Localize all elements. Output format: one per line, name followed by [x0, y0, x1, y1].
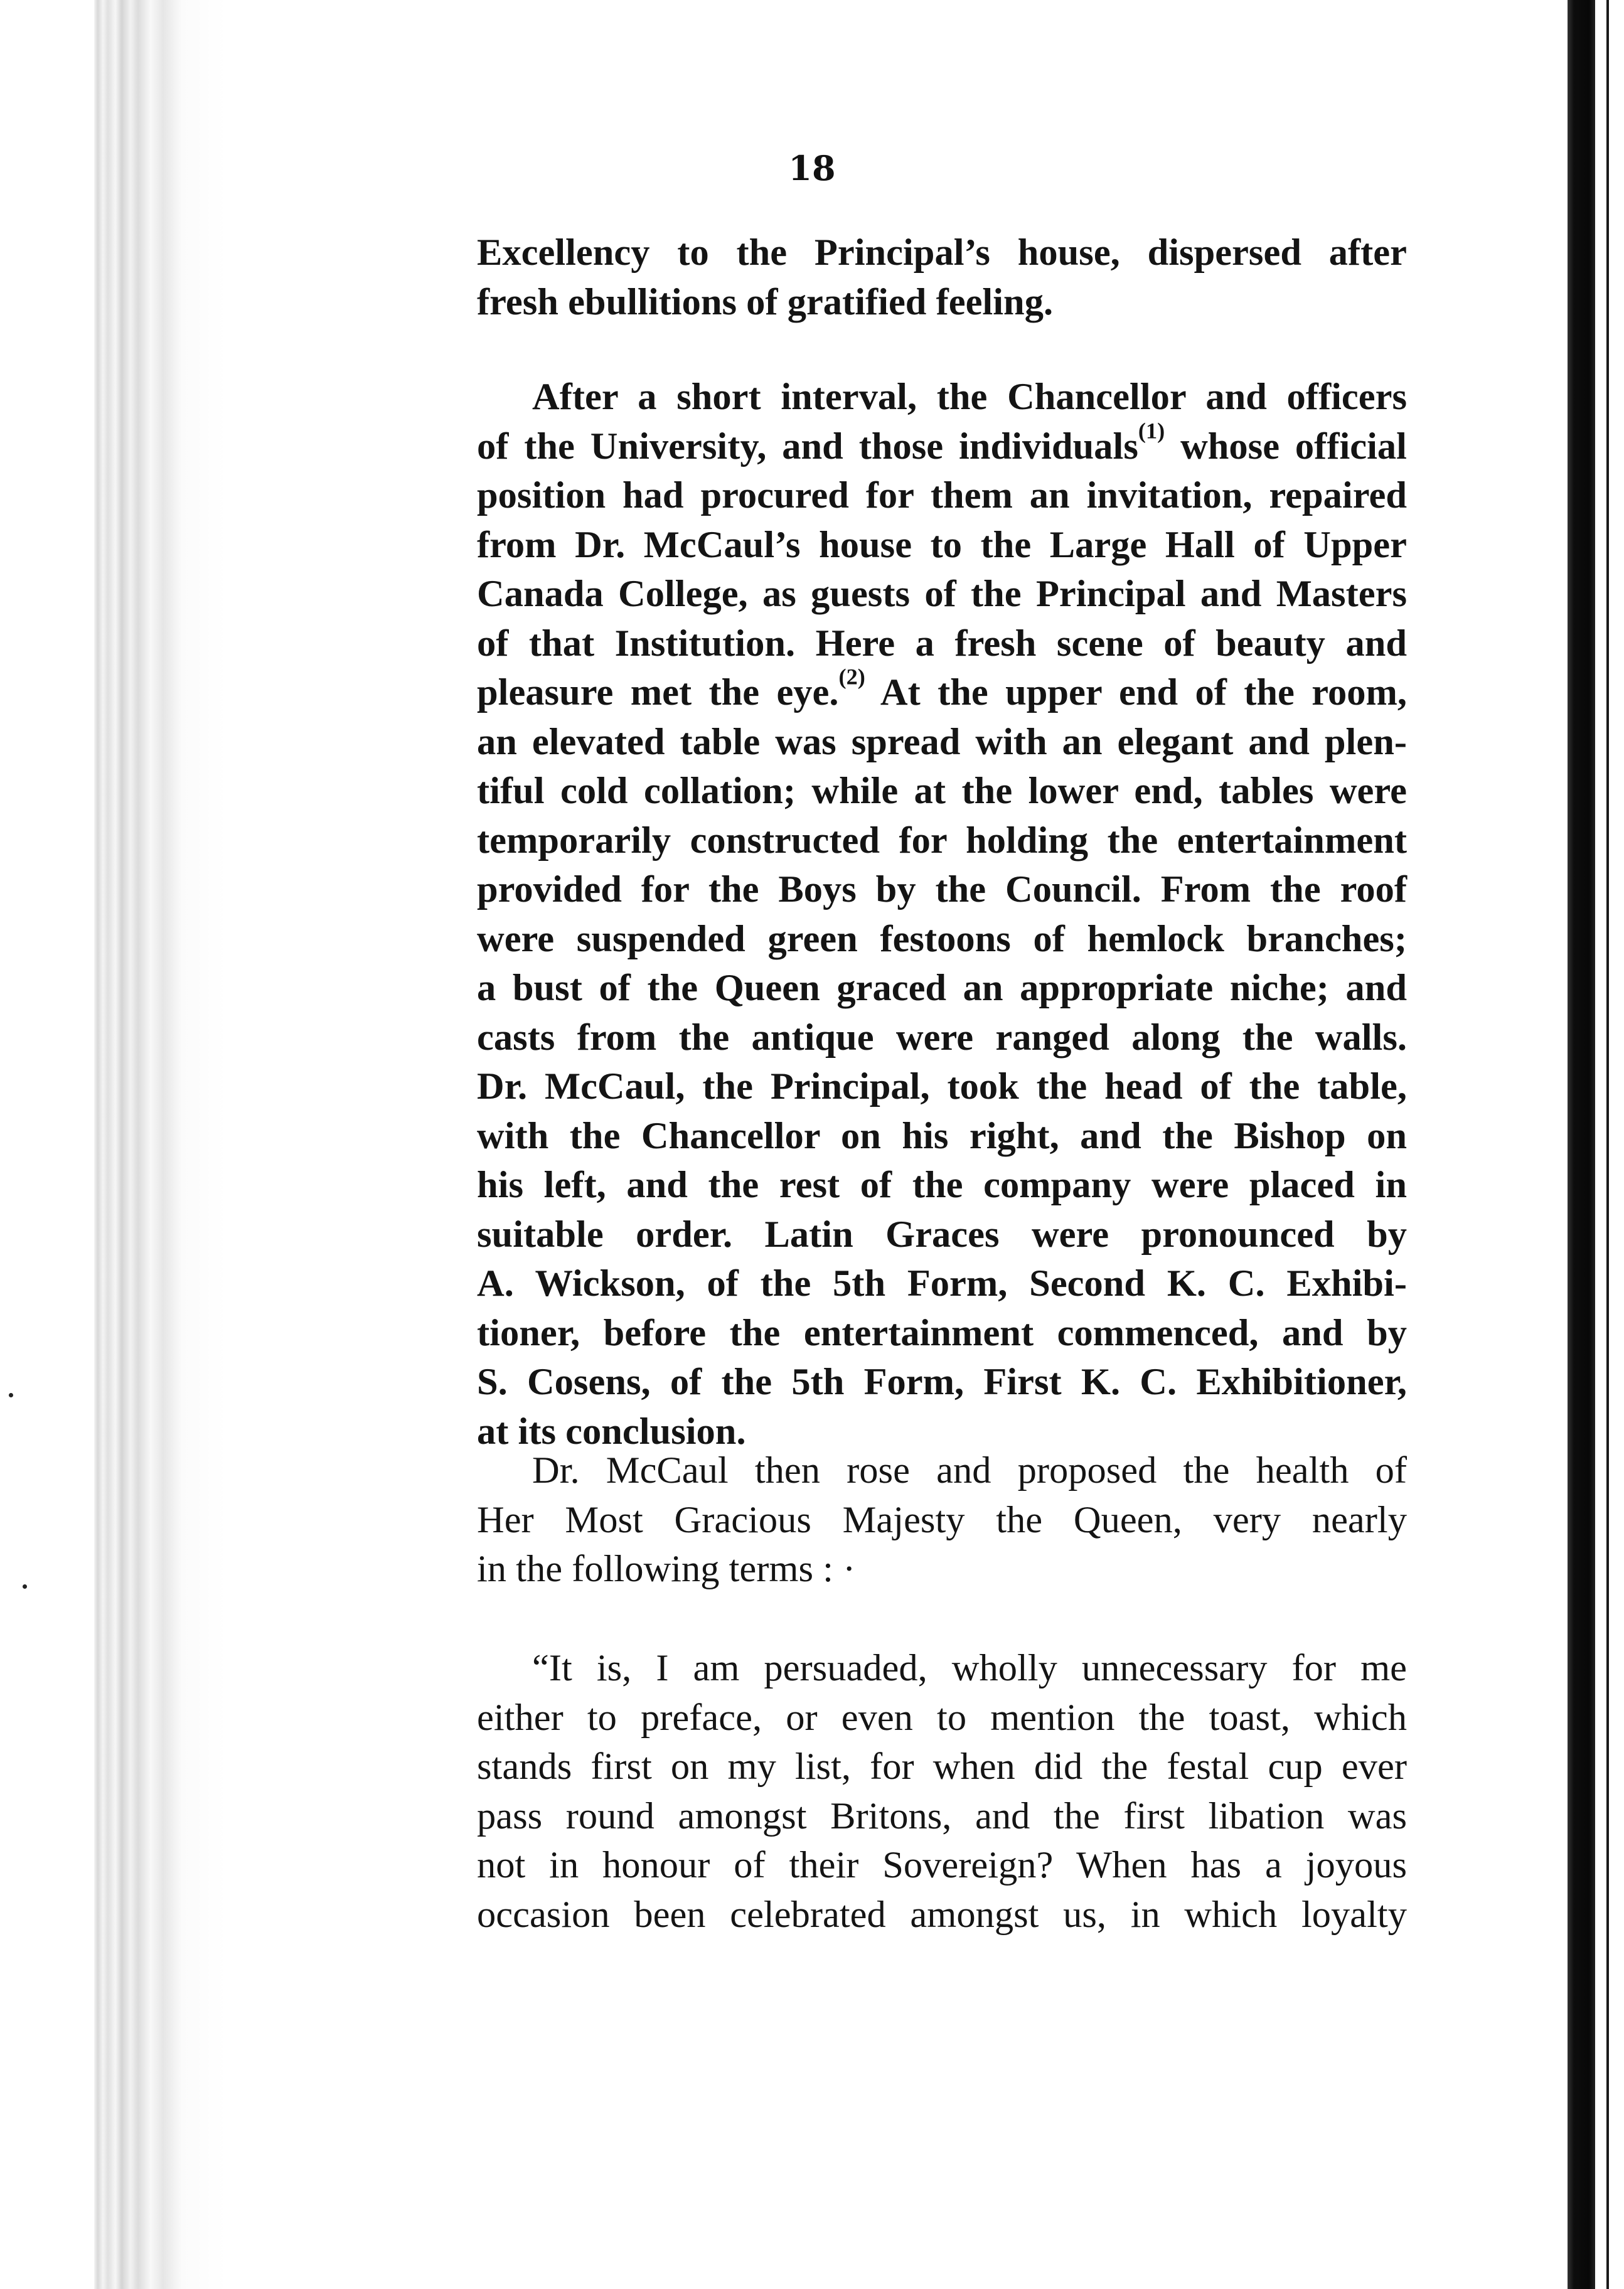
footnote-ref: (1)	[1138, 417, 1165, 443]
paragraph-continuation	[477, 228, 1407, 327]
text-line: position had procured for them an invitation, repaired	[477, 474, 1407, 516]
text-line: provided for the Boys by the Council. From the roof	[477, 868, 1407, 910]
text-line: Dr. McCaul, the Principal, took the head of the table,	[477, 1065, 1407, 1107]
paragraph-toast-intro	[477, 1446, 1407, 1594]
text-line: Her Most Gracious Majesty the Queen, very nearly	[477, 1498, 1407, 1541]
text-line: an elevated table was spread with an elegant and plen-	[477, 720, 1407, 763]
text-line: Excellency to the Principal’s house, dispersed after	[477, 232, 1407, 274]
scan-speck	[9, 1393, 13, 1397]
text-line: from Dr. McCaul’s house to the Large Hall of Upper	[477, 523, 1407, 566]
text-line: a bust of the Queen graced an appropriate niche; and	[477, 967, 1407, 1009]
footnote-ref: (2)	[838, 664, 865, 690]
text-line: either to preface, or even to mention the toast, which	[477, 1696, 1407, 1739]
text-fragment: pleasure met the eye.	[477, 671, 839, 713]
scan-margin-line	[1606, 0, 1609, 2289]
text-line: temporarily constructed for holding the entertainment	[477, 819, 1407, 862]
text-line	[477, 664, 1407, 718]
scan-speck	[23, 1584, 27, 1589]
text-fragment: At the upper end of the room,	[865, 671, 1407, 713]
text-line: casts from the antique were ranged along the walls.	[477, 1016, 1407, 1059]
text-line: his left, and the rest of the company were placed in	[477, 1164, 1407, 1206]
text-line: in the following terms : ·	[477, 1548, 856, 1590]
text-line: occasion been celebrated amongst us, in which loyalty	[477, 1893, 1407, 1936]
text-line: were suspended green festoons of hemlock branches;	[477, 917, 1407, 960]
text-fragment: whose official	[1165, 425, 1407, 467]
page-binding-edge	[94, 0, 226, 2289]
text-line: with the Chancellor on his right, and the Bishop on	[477, 1114, 1407, 1157]
text-line: Canada College, as guests of the Principal and Masters	[477, 573, 1407, 615]
text-line: tiful cold collation; while at the lower end, tables were	[477, 770, 1407, 812]
text-line: tioner, before the entertainment commenced, and by	[477, 1311, 1407, 1354]
text-line	[477, 417, 1407, 472]
scan-border-bar	[1568, 0, 1595, 2289]
text-line: not in honour of their Sovereign? When has a joyous	[477, 1844, 1407, 1886]
text-line: S. Cosens, of the 5th Form, First K. C. Exhibitioner,	[477, 1361, 1407, 1403]
text-line: of that Institution. Here a fresh scene of beauty and	[477, 622, 1407, 664]
text-line: fresh ebullitions of gratified feeling.	[477, 280, 1054, 323]
text-line: at its conclusion.	[477, 1410, 746, 1453]
paragraph-speech	[477, 1644, 1407, 1940]
text-fragment: of the University, and those individuals	[477, 425, 1138, 467]
text-line: stands first on my list, for when did the festal cup ever	[477, 1746, 1407, 1788]
paragraph-collation	[477, 373, 1407, 1456]
text-line: Dr. McCaul then rose and proposed the health of	[532, 1449, 1407, 1491]
page-number: 18	[788, 148, 836, 188]
text-line: suitable order. Latin Graces were pronounced by	[477, 1213, 1407, 1256]
text-line: “It is, I am persuaded, wholly unnecessary for me	[532, 1647, 1407, 1689]
text-line: After a short interval, the Chancellor and officers	[532, 376, 1407, 418]
text-line: A. Wickson, of the 5th Form, Second K. C. Exhibi-	[477, 1262, 1407, 1305]
text-line: pass round amongst Britons, and the first libation was	[477, 1795, 1407, 1837]
